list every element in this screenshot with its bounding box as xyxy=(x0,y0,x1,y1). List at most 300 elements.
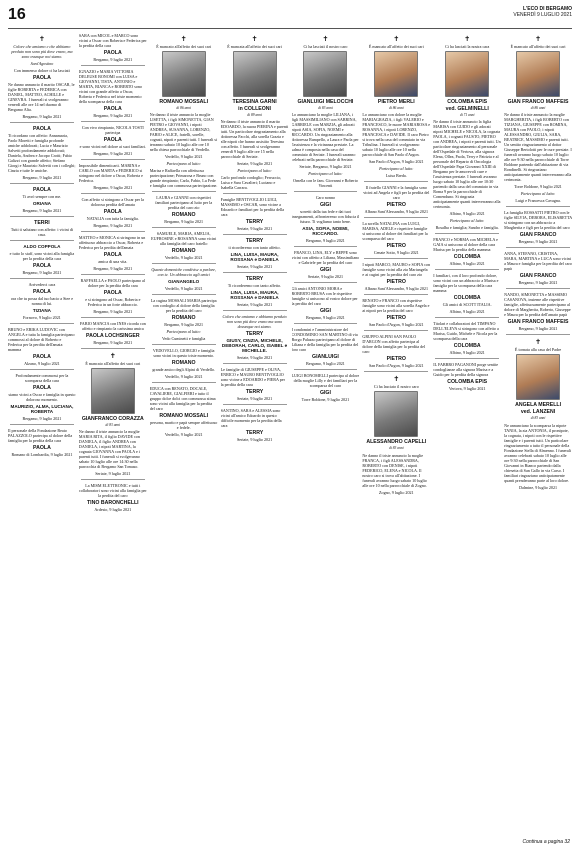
deceased-name: PAOLA xyxy=(103,252,122,258)
deceased-name: GIANFRANCO CORAZZA xyxy=(81,416,144,422)
notice-body: EDUCA con RENATO, DOCALE, CAVALIERE, GIALFIERI e tutto il gruppo dolce dolci con commossa stima sono vicini alla famiglia per la perdita del caro xyxy=(149,386,216,412)
notice-place: Bergamo, 9 luglio 2021 xyxy=(164,322,204,328)
issue-date: VENERDÌ 9 LUGLIO 2021 xyxy=(513,12,572,18)
column-1 xyxy=(8,33,76,841)
notice-signature: LINA, LUISA, MAURA, ROSSANA e DANIELA xyxy=(230,290,279,301)
quote: Colore che amiamo e che abbiamo perduto non sono più dove erano, ma sono ovunque noi siamo. xyxy=(11,44,73,59)
divider xyxy=(364,217,428,218)
notice-body: Ne annunciano la scomparsa la nipote TANIA, la zia ANTONIA, il pronipote, la cognata, i nipoti con le rispettive famiglie e i parenti tutti. Un particolare ringraziamento a tutto il personale della Fondazione Stella di Almenno. I funerali avranno celebrati sabato 10 luglio alle ore 9:30 nella parrocchiale di San Giovanni in Bianco partendo dalla chiesetta di San Gallo in via Carso. I familiari ringraziano anticipatamente quanti prenderanno parte al loro dolore. xyxy=(504,422,571,483)
divider xyxy=(294,246,358,247)
participants-list: Luisa Breda. xyxy=(385,173,407,179)
divider xyxy=(81,274,145,275)
notice-place: Bergamo, 9 luglio 2021 xyxy=(93,309,133,314)
portrait-photo xyxy=(162,51,206,97)
notice-body: RAFFAELLA e PAOLO partecipano al dolore per la perdita della cara xyxy=(80,278,145,288)
deceased-name: TERRY xyxy=(245,331,264,338)
deceased-name: PIETRO xyxy=(386,315,406,322)
divider xyxy=(10,216,74,217)
notice-place: Bergamo, 9 luglio 2021 xyxy=(518,280,558,286)
deceased-name: PAOLA LOCHSINGER xyxy=(86,333,140,339)
notice-place: Seriate, 9 luglio 2021 xyxy=(236,264,273,270)
divider xyxy=(364,330,428,331)
cross-icon: ✝ xyxy=(180,35,187,43)
divider xyxy=(364,181,428,182)
deceased-age: di 71 anni xyxy=(459,113,475,117)
notice-place: Alzano, 9 luglio 2021 xyxy=(24,361,60,366)
deceased-name: COLOMBA xyxy=(453,254,481,261)
divider xyxy=(435,317,499,318)
deceased-name: PIETRO xyxy=(386,279,406,286)
notice-body: Lo annunciano con dolore la moglie MARIAGRAZIA, i figli VALERIO e FRANCESCO, le nuore MARIAROSA e ROSANNA, i nipoti LORENZO, FRANCESCA e DAVIDE. Il caro Pietro si trova nella casa del commiato in via Tribulina. I funerali si svolgeranno sabato 10 luglio alle ore 10 nella parrocchiale di San Paolo d'Argon. xyxy=(362,112,431,158)
deceased-age: di 86 anni xyxy=(389,106,404,110)
participants-label: Partecipano al lutto: xyxy=(379,166,414,172)
cross-icon: ✝ xyxy=(393,375,400,384)
newspaper-name: L'ECO DI BERGAMO xyxy=(523,6,572,12)
notice-body: Ti ricordano con affetto: Annamaria, Paolo Moretti e famiglia profonde amiche addolorati; Lucia e Maurizio Salvetti profondamente addolorati; Daniela, Andrea e Jacopo Crotti; Fabio Galizzi con grande affetto; Stefano Giorgi e Maurizio Salvetti con i colleghi; Cinzia e tutte le amiche. xyxy=(8,133,76,173)
notice-intro: È mancato all'affetto dei suoi cari xyxy=(85,361,141,366)
notice-body: BRUNO e ERIKA LUDOVIC con ANGELA e tutta la famiglia partecipano commossi al dolore di Roberto e Federica per la perdita dell'amata mamma xyxy=(8,327,75,352)
notice-place: Albano Sant'Alessandro, 9 luglio 2021 xyxy=(364,286,428,292)
notice-body: Ne danno il triste annuncio la figlia MARISA con GUIDO e gli adorati nipoti MICHELE e NICOLA, la cognata PAOLA, i cognati FAUSTO, PIETRO con ANDREA, i nipoti e parenti tutti. Un particolare ringraziamento al personale dell'Ospedale di Vertova, alla signora Elena, Ollea, Paola, Terry e Patrizia e al personale del Reparto di Oncologia dell'Ospedale Papa Giovanni XXIII di Bergamo per le amorevoli cure e l'assistenza prestate. I funerali avranno luogo sabato 10 luglio alle ore 10:30 partendo dalla casa del commiato in via Roma 9 per la parrocchiale di Comenduno. Si ringrazia anticipatamente quanti interverranno alla cerimonia. xyxy=(433,119,501,210)
deceased-name: PAOLA xyxy=(33,126,51,132)
deceased-name: ROMANO xyxy=(171,315,196,322)
deceased-name: PAOLA xyxy=(33,187,51,193)
notice-body: Gli amici di SCOTT ITALIA. xyxy=(442,302,492,308)
notice-signature: GIUSY, CINZIA, MICHELE, DEBORAH, CARLO, ISABEL e MICHELLE. xyxy=(221,338,288,354)
divider xyxy=(81,479,145,480)
divider xyxy=(506,206,570,207)
sender-name: ALDO COPPOLA xyxy=(23,244,61,249)
deceased-name: PAOLA xyxy=(103,209,122,215)
notice-body: e tutto lo staff, sono vicini alla famiglia per la perdita della cara xyxy=(9,251,75,261)
divider xyxy=(294,323,358,324)
deceased-name: TERRY xyxy=(245,389,264,396)
deceased-name: ROMANO xyxy=(171,248,196,255)
notice-body: Lo annunciano la moglie LILIANA, i figli MASSIMILIANO con SABRINA, GABRIELE con MARZIA, gli adorati nipoti ASIA, SOFIA, NOEMI e RICCARDO. Un ringraziamento alla dottoressa Rampello, a Laura e Paola per l'assistenza e la vicinanza prestate. La salma è composta nella casa del commiato di Seriate. I funerali saranno celebrati nella parrocchiale di Seriate. xyxy=(291,112,359,163)
notice-body: Il personale della Fondazione Beato PALAZZOLO partecipa al dolore della famiglia per la perdita della cara xyxy=(8,428,73,443)
notice-intro: È mancato all'affetto dei suoi cari xyxy=(368,44,424,49)
deceased-name: ROMANO MOSSALI xyxy=(159,99,209,105)
deceased-married-name: ved. GELMINELLI xyxy=(445,106,489,112)
notice-intro: Arrivederci cara xyxy=(28,282,56,287)
divider xyxy=(10,278,74,279)
notice-place: Seriate, 9 luglio 2021 xyxy=(236,437,273,443)
deceased-name: ROMANO xyxy=(171,212,196,219)
portrait-photo xyxy=(303,51,347,97)
notice-body: Ne danno il triste annuncio la moglie MARIA RITA, il figlio DAVIDE con DANIELA, il figlio ANDREA con DANIELA, i nipoti MARTINA, la cognata GIOVANNA con PAOLA e i parenti tutti. I funerali si svolgeranno sabato 10 luglio alle ore 14:30 nella parrocchia di Bergamo San Tomaso. xyxy=(78,429,140,470)
notice-place: Seriate, 9 luglio 2021 xyxy=(236,226,273,232)
notice-place: Bergamo, 9 luglio 2021 xyxy=(164,219,204,225)
deceased-name: GIAN FRANCO xyxy=(519,273,557,280)
cross-icon: ✝ xyxy=(535,338,541,347)
notice-intro: Con immenso dolore ci ha lasciati xyxy=(14,68,70,73)
notice-place: Bergamo, 9 luglio 2021 xyxy=(22,208,62,213)
notice-intro: È tornata alla casa del Padre xyxy=(514,347,562,353)
column-2 xyxy=(79,33,147,841)
divider xyxy=(364,294,428,295)
participants-list: Marisa e Raffaella con affettuosa partecipazione; Primarosa e Bruno con grande rimpianto; Carla, Fabio, Lu Fede e famiglia con commossa partecipazione. xyxy=(149,168,218,189)
notice-body: Il fratello GIANNI e la famiglia sono vicini ad Angela e figli per la perdita del caro xyxy=(363,185,430,201)
notice-body: sorretti dalla tua fede e dai tuoi insegnamenti, affronteremo con fiducia il futuro. Ti vogliamo tanto bene. xyxy=(291,209,360,225)
divider xyxy=(10,240,74,241)
deceased-name: GIGI xyxy=(319,202,331,209)
cross-icon: ✝ xyxy=(39,35,45,43)
notice-place: Seriate, 9 luglio 2021 xyxy=(236,161,273,167)
deceased-name: PIETRO xyxy=(386,243,406,250)
notice-body: SANTINO, SARA e ALESSIA sono vicini all'amico Edoardo in questo difficile momento per la perdita della cara xyxy=(220,408,282,429)
portrait-photo xyxy=(445,51,489,97)
divider xyxy=(435,269,499,270)
participants-label: Partecipano al lutto: xyxy=(237,168,272,174)
column-8 xyxy=(504,33,572,841)
notice-place: Dalmine, 9 luglio 2021 xyxy=(519,484,558,490)
notice-body: VEDOVELLO, GIORGIO e famiglia sono vicini in questo triste momento. xyxy=(152,348,215,359)
notice-place: Bergamo, 9 luglio 2021 xyxy=(93,185,133,190)
notice-place: Albano Sant'Alessandro, 9 luglio 2021 xyxy=(364,209,428,215)
participants-list: Rosalba e famiglia; Sandro e famiglia. xyxy=(435,225,499,231)
deceased-name: GIAN FRANCO xyxy=(519,232,557,239)
divider xyxy=(506,334,570,335)
divider xyxy=(10,424,74,425)
notice-body: ANNA, STEFANO, CRISTINA, MARA, MARTINA e LUCA sono vicini a Maura e famiglia per la perdita del caro papà xyxy=(504,251,572,272)
divider xyxy=(81,317,145,318)
deceased-name: GIANLUIGI MELOCCHI xyxy=(297,99,354,105)
divider xyxy=(223,310,287,311)
notice-body: Con vivo rimpianto, NICOLA TOSTI partecipa xyxy=(81,125,144,135)
notice-body: IL FABBRO PAGANONI porge sentite condoglianze alla signora Marisa e a Guido per la perdita della signora xyxy=(433,362,499,378)
notice-place: Cenate Sotto, 9 luglio 2021 xyxy=(373,250,419,256)
notice-body: amica di una vita. xyxy=(98,259,128,264)
divider xyxy=(435,358,499,359)
divider xyxy=(223,272,287,273)
notice-body: I nipoti MARCO, MAURO e SOFIA con famiglie sono vicini alla zia Mariangela e ai cugini per la perdita del caro zio xyxy=(362,262,431,278)
deceased-name: PAOLA xyxy=(103,106,122,112)
deceased-name: GIAN FRANCO MAFFEIS xyxy=(507,319,569,326)
notice-place: Torre Boldone, 9 luglio 2021 xyxy=(301,397,350,403)
participants-label: Partecipano al lutto: xyxy=(520,191,556,197)
deceased-age: di 83 anni xyxy=(389,446,404,451)
deceased-name: COLOMBA xyxy=(453,343,481,350)
divider xyxy=(152,294,216,295)
notice-place: San Paolo d'Argon, 9 luglio 2021 xyxy=(369,322,424,328)
notice-body: Gli amici ANTONIO MORA e ROBERTO BRUSA con le rispettive famiglie si uniscono al vostro dolore per la perdita del caro xyxy=(291,286,358,307)
notice-body: FRANCO e NORMA con MICHELA e GAIA si uniscono al dolore della cara Marisa per la perdita della mamma xyxy=(433,237,498,253)
notice-place: Albino, 9 luglio 2021 xyxy=(449,211,485,217)
divider xyxy=(294,369,358,370)
notice-signature: GIANANGELO xyxy=(168,279,200,285)
deceased-name: ROMANO xyxy=(171,360,196,367)
notice-place: Verdello, 9 luglio 2021 xyxy=(164,154,203,160)
notice-intro: Ci ha lasciati il nostro caro xyxy=(303,44,348,49)
notice-place: Bergamo, 9 luglio 2021 xyxy=(93,151,133,156)
page-header xyxy=(8,6,572,29)
deceased-name: TERESINA GARNI xyxy=(232,99,277,105)
notice-place: Verdello, 9 luglio 2021 xyxy=(164,255,203,261)
notice-place: Bergamo, 9 luglio 2021 xyxy=(93,266,133,271)
divider xyxy=(435,233,499,234)
notice-body: Ti avrò sempre con me. xyxy=(22,194,62,199)
divider xyxy=(506,247,570,248)
obituary-columns xyxy=(8,33,572,841)
notice-body: FRANCO, LINA, ELY e BEPPE sono vicini con affetto a Liliana, Massimiliano e Gabriele per la perdita del caro xyxy=(291,250,360,266)
divider xyxy=(10,183,74,184)
deceased-name: GIANLUIGI xyxy=(312,354,339,361)
divider xyxy=(152,263,216,264)
notice-place: Seriate, Bergamo, 9 luglio 2021 xyxy=(299,164,352,170)
deceased-name: ANGELA MERELLI xyxy=(515,402,562,409)
page-number: 16 xyxy=(8,6,26,23)
divider xyxy=(364,371,428,372)
deceased-name: TERRY xyxy=(245,430,264,437)
cross-icon: ✝ xyxy=(393,35,400,43)
notice-body: SARA con MICOL e MARCO sono vicini a Oscar con Roberta e Federica per la perdita della cara xyxy=(78,33,147,48)
notice-place: Seriate, 9 luglio 2021 xyxy=(236,302,273,308)
notice-intro: È mancato all'affetto dei suoi cari xyxy=(510,44,566,49)
column-6 xyxy=(362,33,430,841)
notice-body: La MISM ELETTRONIC e tutti i collaboratori sono vicini alla famiglia per la perdita del caro xyxy=(78,483,147,499)
notice-signature: LINA, LUISA, MAURA, ROSSANA e DANIELA xyxy=(230,252,279,263)
deceased-name: TERRY xyxy=(245,238,264,245)
notice-body: La cugina MOSSALI MARIA partecipa con cordoglio al dolore della famiglia per la perdita del caro xyxy=(150,298,217,314)
column-7 xyxy=(433,33,501,841)
notice-body: NATALIA con tutta la famiglia. xyxy=(86,216,139,221)
deceased-name: PAOLA xyxy=(33,354,51,360)
deceased-married-name: in COLLEONI xyxy=(238,106,271,112)
deceased-age: di 83 anni xyxy=(530,416,546,421)
column-5 xyxy=(292,33,360,841)
notice-place: Albino, 9 luglio 2021 xyxy=(449,309,485,315)
divider xyxy=(294,191,358,192)
notice-place: Seriate, 9 luglio 2021 xyxy=(307,274,344,280)
deceased-age: di 83 anni xyxy=(105,423,121,427)
notice-body: Ne danno il triste annuncio il marito EDOARDO, la nuora PIERINA e parenti tutti. Un particolare ringraziamento alla dottoressa Facchi, alla sorella Grazia e alle nipoti che hanno assistito Teresina con affetto. I funerali si svolgeranno venerdì 9 luglio alle ore 15 nella parrocchiale di Seriate. xyxy=(220,119,289,160)
deceased-name: PIETRO xyxy=(386,356,406,363)
notice-body: Con affetto si stringono a Oscar per la dolorosa perdita dell'amata xyxy=(81,197,144,207)
cross-icon: ✝ xyxy=(464,35,471,43)
portrait-photo xyxy=(374,391,418,437)
deceased-name: PAOLA xyxy=(33,75,51,81)
deceased-name: TERRY xyxy=(245,219,264,226)
divider xyxy=(152,227,216,228)
participants-label: Partecipano al lutto: xyxy=(308,171,343,177)
divider xyxy=(223,363,287,364)
notice-body: persona, marito e papà sempre affettuoso e fedele. xyxy=(150,420,218,431)
participants-list: Carlo profondo cordoglio; Ferruccio, Luisa e Sara Cavalieri; Luciano e Isabella Carrara. xyxy=(220,175,282,191)
quote-author: Sant'Agostino xyxy=(30,61,54,66)
notice-body: Le famiglie di GIUSEPPE e OLIVA, ENRICO e MAURO BENTIVOGLIO sono vicine a EDOARDO e PIERA per la perdita della cara xyxy=(220,367,285,388)
notice-place: Bergamo, 9 luglio 2021 xyxy=(22,416,62,421)
deceased-name: PAOLA xyxy=(103,290,122,296)
notice-body: IGNAZIO e MARIA VITTORIA DELEUSE BONOMI con LUISA e GIOVANNI, TISTA, ANTONIO e MARTA, BIANCA e ROBERTO sono vicini con grande affetto a Oscar, Roberta e Federica nel triste momento della scomparsa della cara xyxy=(78,69,143,104)
divider xyxy=(10,122,74,123)
divider xyxy=(152,382,216,383)
portrait-photo xyxy=(516,354,560,400)
deceased-name: GIAN FRANCO MAFFEIS xyxy=(507,99,569,105)
notice-body: LAURA e GIANNI con rispettivi familiari partecipano al lutto per la perdita del caro zio xyxy=(155,195,213,211)
divider xyxy=(81,193,145,194)
quote: Coloro che amiamo e abbiamo perduto non sono più dove erano ma sono dovunque noi siamo. xyxy=(222,314,287,330)
deceased-name: PIETRO xyxy=(386,202,406,209)
notice-place: Fornovo, 9 luglio 2021 xyxy=(23,315,61,320)
deceased-name: TERRY xyxy=(245,276,264,283)
deceased-name: TERRI xyxy=(34,220,50,226)
deceased-name: ALESSANDRO CAPELLI xyxy=(366,439,427,446)
notice-place: Bergamo, 9 luglio 2021 xyxy=(306,315,345,321)
notice-body: Profondamente commossi per la scomparsa della cara xyxy=(15,373,69,383)
deceased-name: PAOLA xyxy=(103,50,122,56)
notice-place: Bergamo, 9 luglio 2021 xyxy=(93,340,133,345)
deceased-married-name: ved. LANZENI xyxy=(520,409,556,416)
divider xyxy=(81,65,145,66)
deceased-name: ROMANO MOSSALI xyxy=(159,413,209,420)
deceased-name: PAOLA xyxy=(33,385,51,391)
deceased-name: PAOLA xyxy=(33,263,51,269)
notice-body: I condomini e l'amministratore del CONDOMINIO SAN MARTINO di via Borgo Palazzo partecipano al dolore di Liliana e della famiglia per la perdita del loro caro xyxy=(291,327,359,353)
continued-note: Continua a pagina 32 xyxy=(522,839,570,845)
notice-body: ti ricorderemo con tanto affetto. xyxy=(228,245,281,251)
notice-place: San Paolo d'Argon, 9 luglio 2021 xyxy=(369,159,424,165)
notice-intro: È mancata all'affetto dei suoi cari xyxy=(227,44,282,49)
notice-body: siamo vicini a Oscar e famiglia in questo doloroso momento. xyxy=(8,392,76,402)
notice-body: Ne danno il triste annuncio la moglie LISETTA, i figli SIMONETTA, GIAN PIETRO e GIOVANNI, i nipoti ANDREA, SUSANNA, LORENZO, FABIO e ALICE, fratelli, sorelle, cognati, nipoti e parenti tutti. I funerali si terranno sabato 10 luglio alle ore 10 nella chiesa parrocchiale di Verdello. xyxy=(149,112,218,153)
notice-place: Seriate, 9 luglio 2021 xyxy=(95,471,131,477)
deceased-name: PAOLA xyxy=(33,289,51,295)
notice-place: Zogno, 9 luglio 2021 xyxy=(379,489,414,495)
notice-body: GRUPPO ALPINI SAN PAOLO D'ARGON con affetto partecipa al dolore della famiglia per la perdita del caro xyxy=(362,334,426,355)
divider xyxy=(81,231,145,232)
notice-place: Bergamo, 9 luglio 2021 xyxy=(518,326,558,332)
notice-signature: TIZIANA xyxy=(32,308,51,313)
cross-icon: ✝ xyxy=(109,352,116,360)
notice-place: Ardesio, 9 luglio 2021 xyxy=(94,507,132,513)
portrait-photo xyxy=(374,51,418,97)
notice-body: grande amico degli Alpini di Verdello. xyxy=(152,367,216,373)
notice-place: Verdello, 9 luglio 2021 xyxy=(164,374,203,380)
notice-body: Famiglie BENTIVOGLIO LUIGI, MASSIMO e OSCAR, sono vicine a Edoardo e familiari per la perdita della cara xyxy=(220,197,285,218)
participants-list: Vedo Cuminetti e famiglia xyxy=(162,336,206,342)
divider xyxy=(364,258,428,259)
notice-body: Impossibile dimenticarti. MARINA e CARLO con MARTA e FEDERICO si stringono nel dolore a Oscar, Roberta e Federica. xyxy=(78,163,143,183)
divider xyxy=(506,288,570,289)
deceased-age: di 86 anni xyxy=(530,106,546,110)
deceased-name: GIGI xyxy=(319,390,331,397)
deceased-name: GIGI xyxy=(319,267,331,274)
notice-body: Ne danno il triste annuncio la moglie FRANCA, i figli ALESSANDRA, ROBERTO con DENISE, i nipoti FEDERICO, ELENA e NICOLA. Il nostro caro si trova all'abitazione. I funerali avranno luogo sabato 10 luglio alle ore 10 nella parrocchiale di Zogno. xyxy=(362,452,427,488)
portrait-photo xyxy=(516,51,560,97)
divider xyxy=(223,193,287,194)
notice-body: La famiglia ROSSATTI PIETRO con le figlie SILVIA, DEBORA, ELISABETTA si stringono con un abbraccio a Margherita e figli per la perdita del caro xyxy=(504,210,572,231)
notice-place: Bergamo, 9 luglio 2021 xyxy=(306,238,345,244)
deceased-name: TINO BARONCHELLI xyxy=(87,500,139,507)
notice-place: Verdello, 9 luglio 2021 xyxy=(164,286,203,292)
portrait-photo xyxy=(233,51,277,97)
deceased-name: COLOMBA xyxy=(453,295,481,302)
divider xyxy=(294,282,358,283)
notice-body: Ti ricorderemo con tanto affetto. xyxy=(227,283,282,289)
divider xyxy=(10,369,74,370)
notice-intro: Caro nonno xyxy=(315,195,336,201)
participants-label: Partecipano al lutto: xyxy=(166,161,201,167)
column-3 xyxy=(150,33,218,841)
notice-intro: Ci ha lasciati la nostra cara xyxy=(445,44,490,49)
notice-intro: È mancato all'affetto dei suoi cari xyxy=(156,44,212,49)
notice-body: Ne danno annuncio il marito OSCAR, le figlie ROBERTA e FEDERICA con DANIEL, MATTEO, ACHILLE e GINEVRA. I funerali si svolgeranno venerdì alle ore 14 nel duomo di Bergamo Alta. xyxy=(8,82,75,112)
notice-signature: ORIANA xyxy=(32,201,51,206)
notice-body: LUIGI BONOMELLI partecipa al dolore della moglie Lilly e dei familiari per la scomparsa del caro xyxy=(291,373,360,389)
notice-place: Bergamo, 9 luglio 2021 xyxy=(306,361,345,367)
notice-signature: MAURIZIO, ALMA, LUCIANA, ROBERTA xyxy=(10,404,74,414)
divider xyxy=(152,191,216,192)
notice-place: Seriate, 9 luglio 2021 xyxy=(236,355,273,361)
divider xyxy=(10,323,74,324)
deceased-age: di 83 anni xyxy=(318,106,333,110)
notice-body: e sono vicini nel dolore ai suoi familiari. xyxy=(79,144,147,149)
portrait-photo xyxy=(91,368,135,414)
notice-body: Ne danno il triste annuncio la moglie MARGHERITA, i figli ROBERTO con TIZIANA, GIUSEPPE con ROMINA, MAURA con PAOLO, i nipoti ALESSANDRO, GIULIA, SARA, BEATRICE, MASSIMO e parenti tutti. Un sentito ringraziamento al dottor Giuseppe Bertolotti per le cure prestate. I funerali avranno luogo sabato 10 luglio alle ore 9:30 nella parrocchiale di Torre Boldone partendo dall'abitazione di via Rondinelli. Si ringraziano anticipatamente quanti interverranno alla cerimonia. xyxy=(504,112,572,183)
notice-body: RENATO e FRANCO con rispettive famiglie sono vicini alla sorella Angela e ai nipoti per la perdita del caro xyxy=(362,298,430,314)
notice-place: Romano di Lombardia, 9 luglio 2021 xyxy=(11,452,73,457)
deceased-age: di 86 anni xyxy=(176,106,191,110)
divider xyxy=(152,344,216,345)
masthead xyxy=(513,6,572,18)
participants-label: Partecipano al lutto: xyxy=(450,218,485,224)
cross-icon: ✝ xyxy=(535,35,541,43)
divider xyxy=(223,234,287,235)
notice-place: Seriate, 9 luglio 2021 xyxy=(236,396,273,402)
notice-body: FABIO MANCIA con INES ricorda con affetto e rimpianto la carissima amica xyxy=(79,321,146,331)
notice-place: Bergamo, 9 luglio 2021 xyxy=(22,114,62,119)
participants-list: Luigi e Francesca Cavagna. xyxy=(515,198,561,204)
deceased-name: PIETRO MERLI xyxy=(377,99,415,105)
notice-body: I familiari, con il loro profondo dolore, sono vicini con un abbraccio a Marisa e famiglia per la scomparsa della cara mamma xyxy=(433,273,499,294)
notice-body: NANDO, SIMONETTA e MASSIMO CASANOVA, insieme alle rispettive famiglie, affettuosamente partecipano al dolore di Margherita, Roberto, Giuseppe e Maura per la perdita dell'amato papà xyxy=(504,292,571,318)
notice-place: Bergamo, 9 luglio 2021 xyxy=(93,113,133,118)
notice-place: Verdello, 9 luglio 2021 xyxy=(164,432,203,438)
notice-body: Quante domeniche condivise a parlare, con te. Un abbraccio agli amici xyxy=(151,267,216,278)
notice-intro: Ci ha lasciato il nostro caro xyxy=(373,384,419,390)
notice-place: Torre Boldone, 9 luglio 2021 xyxy=(514,184,562,190)
participants-label: Partecipano al lutto: xyxy=(166,329,201,335)
deceased-name: COLOMBA EPIS xyxy=(447,379,488,386)
notice-body: La sorella NATALINA con LUIGI, MARISA, ADELE e rispettive famiglie si uniscono al dolore dei familiari per la scomparsa del caro xyxy=(362,221,428,242)
notice-signature: ASIA, SOFIA, NOEMI, RICCARDO. xyxy=(302,226,349,237)
notice-place: Bergamo, 9 luglio 2021 xyxy=(518,239,558,245)
notice-body: e si stringono ad Oscar, Roberta e Federica in un forte abbraccio. xyxy=(85,297,141,307)
divider xyxy=(81,121,145,122)
notice-body: MATTEO e MONICA si stringono in un affettuoso abbraccio a Oscar, Roberta e Federica per la perdita dell'amata xyxy=(78,235,146,250)
notice-body: SAMUELE, MARIA, AMELIA, EUFROSINE e ROSANNA sono vicini alla famiglia del caro fratello xyxy=(151,231,217,247)
notice-body: ora che tu possa dal tuo bacio a Stee e nonna di lui. xyxy=(10,296,74,306)
deceased-name: PAOLA xyxy=(33,445,51,451)
notice-body: Tutti ti salutano con affetto: i vicini di casa. xyxy=(10,227,74,237)
notice-place: Bergamo, 9 luglio 2021 xyxy=(22,175,62,180)
notice-place: Bergamo, 9 luglio 2021 xyxy=(22,270,62,275)
deceased-name: PAOLA xyxy=(103,137,122,143)
deceased-age: di 89 anni xyxy=(247,113,262,117)
notice-place: San Paolo d'Argon, 9 luglio 2021 xyxy=(369,363,424,369)
divider xyxy=(223,404,287,405)
cross-icon: ✝ xyxy=(251,35,258,43)
deceased-name: GIGI xyxy=(319,308,331,315)
participants-list: Ornella con le fam. Giovanni e Roberto Vincenti xyxy=(292,178,358,189)
divider xyxy=(81,159,145,160)
notice-place: Albino, 9 luglio 2021 xyxy=(449,350,485,356)
deceased-name: COLOMBA EPIS xyxy=(447,99,488,105)
notice-place: Bergamo, 9 luglio 2021 xyxy=(93,223,133,228)
notice-place: Albino, 9 luglio 2021 xyxy=(449,261,485,267)
notice-place: Bergamo, 9 luglio 2021 xyxy=(93,57,133,62)
notice-place: Vertova, 9 luglio 2021 xyxy=(448,386,486,392)
